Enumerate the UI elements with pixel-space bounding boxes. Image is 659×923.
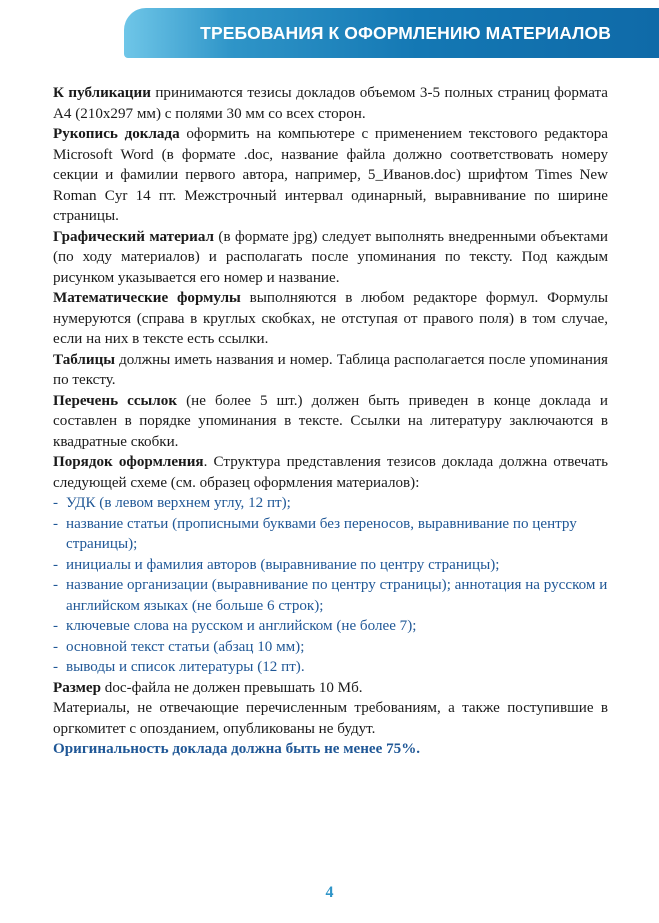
- list-dash: -: [53, 638, 59, 655]
- structure-list: [53, 493, 608, 678]
- list-item: [53, 637, 608, 658]
- paragraph-manuscript: [53, 124, 608, 227]
- paragraph-file-size: [53, 678, 608, 699]
- list-item: [53, 514, 608, 555]
- list-dash: -: [53, 495, 59, 511]
- originality-requirement: Оригинальность доклада должна быть не менее 75%.: [53, 741, 421, 757]
- paragraph-tables: [53, 350, 608, 391]
- list-item: [53, 493, 608, 514]
- list-item-text: УДК (в левом верхнем углу, 12 пт);: [66, 495, 291, 511]
- paragraph-text: (в формате jpg) следует выполнять внедренными объектами (по ходу материалов) и располагать после упоминания по тексту. Под каждым рисунком указывается его номер и название.: [53, 228, 608, 286]
- list-dash: -: [53, 659, 59, 675]
- section-header-banner: [124, 8, 659, 58]
- paragraph-text: оформить на компьютере с применением текстового редактора Microsoft Word (в формате .doc, название файла должно соответствовать номеру секции и фамилии первого автора, например, 5_Иванов.doc) шрифтом Times New Roman Cyr 14 пт. Межстрочный интервал одинарный, выравнивание по ширине страницы.: [53, 126, 608, 224]
- paragraph-lead: Таблицы: [53, 351, 116, 368]
- paragraph-lead: Рукопись доклада: [53, 126, 180, 142]
- paragraph-lead: Перечень ссылок: [53, 392, 178, 409]
- section-title: ТРЕБОВАНИЯ К ОФОРМЛЕНИЮ МАТЕРИАЛОВ: [200, 23, 611, 43]
- list-dash: -: [53, 556, 59, 573]
- paragraph-lead: К публикации: [53, 85, 151, 101]
- paragraph-lead: Графический материал: [53, 228, 215, 245]
- list-item: [53, 555, 608, 576]
- list-item: [53, 575, 608, 616]
- page-number: 4: [325, 884, 334, 901]
- paragraph-text: принимаются тезисы докладов объемом 3-5 полных страниц формата А4 (210x297 мм) с полями 30 мм со всех сторон.: [53, 85, 608, 122]
- list-dash: -: [53, 618, 59, 634]
- paragraph-graphics: [53, 227, 608, 289]
- list-item-text: ключевые слова на русском и английском (не более 7);: [66, 618, 417, 634]
- paragraph-lead: Размер: [53, 679, 101, 696]
- list-item: [53, 657, 608, 678]
- paragraph-text: doc-файла не должен превышать 10 Мб.: [101, 679, 363, 696]
- list-dash: -: [53, 515, 59, 532]
- paragraph-text: . Структура представления тезисов доклада должна отвечать следующей схеме (см. образец оформления материалов):: [53, 454, 608, 491]
- paragraph-publication: [53, 83, 608, 124]
- list-item-text: название статьи (прописными буквами без переносов, выравнивание по центру страницы);: [66, 515, 577, 552]
- list-item-text: выводы и список литературы (12 пт).: [66, 659, 305, 675]
- paragraph-text: должны иметь названия и номер. Таблица располагается после упоминания по тексту.: [53, 351, 608, 388]
- paragraph-text: (не более 5 шт.) должен быть приведен в конце доклада и составлен в порядке упоминания в тексте. Ссылки на литературу заключаются в квадратные скобки.: [53, 392, 609, 450]
- paragraph-rejection: Материалы, не отвечающие перечисленным требованиям, а также поступившие в оргкомитет с опозданием, опубликованы не будут.: [53, 700, 608, 737]
- requirements-content: [53, 83, 608, 760]
- list-dash: -: [53, 577, 59, 593]
- paragraph-lead: Математические формулы: [53, 290, 241, 306]
- paragraph-lead: Порядок оформления: [53, 454, 204, 470]
- paragraph-formulas: [53, 288, 608, 350]
- paragraph-references: [53, 391, 608, 453]
- paragraph-text: выполняются в любом редакторе формул. Формулы нумеруются (справа в круглых скобках, не отступая от правого поля) в том случае, если на них в тексте есть ссылки.: [53, 290, 608, 347]
- list-item-text: название организации (выравнивание по центру страницы); аннотация на русском и английском языках (не больше 6 строк);: [66, 577, 608, 614]
- list-item: [53, 616, 608, 637]
- list-item-text: основной текст статьи (абзац 10 мм);: [66, 638, 305, 655]
- paragraph-format-order: [53, 452, 608, 493]
- list-item-text: инициалы и фамилия авторов (выравнивание по центру страницы);: [66, 556, 500, 573]
